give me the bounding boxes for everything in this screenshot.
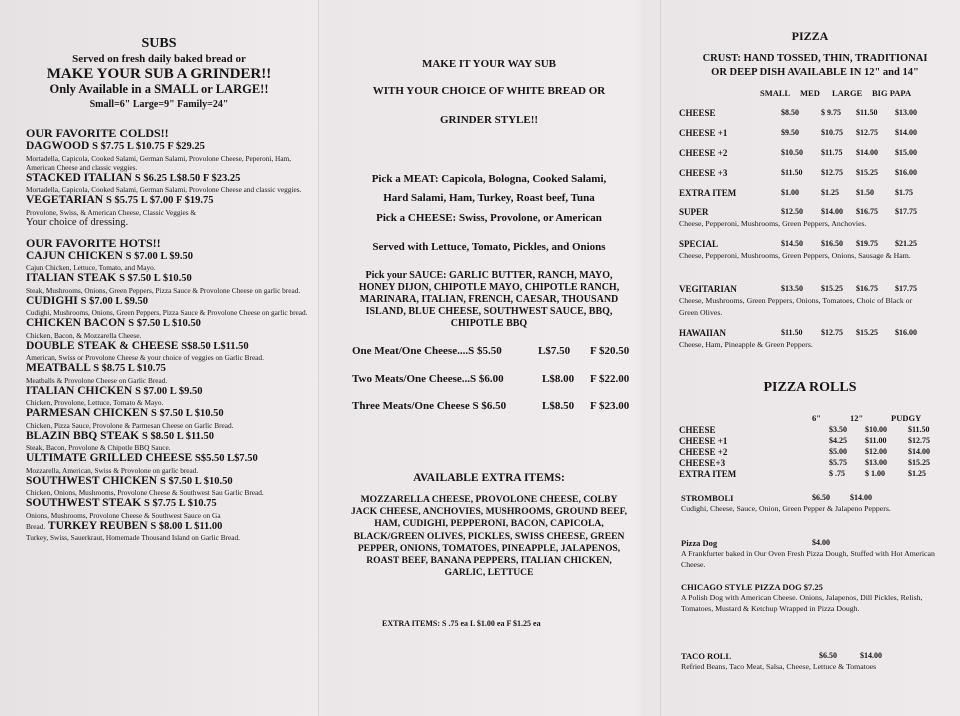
roll-name: CHEESE (679, 425, 716, 435)
pizza-price: $17.75 (895, 284, 917, 293)
extras-line: HAM, CUDIGHI, PEPPERONI, BACON, CAPICOLA, (374, 518, 604, 530)
sub-name: SOUTHWEST CHICKEN (26, 474, 158, 487)
sub-description: Chicken, Provolone, Lettuce, Tomato & Mayo. (26, 398, 164, 407)
sub-item (26, 362, 312, 385)
pizza-price: $16.75 (856, 284, 878, 293)
sub-description: Chicken, Bacon, & Mozzarella Cheese. (26, 330, 142, 340)
sub-item (26, 452, 312, 475)
sub-description: Cudighi, Mushrooms, Onions, Green Peppers, Pizza Sauce & Provolone Cheese on garlic bread. (26, 308, 308, 317)
sub-name-row (26, 172, 312, 186)
roll-price: $ 1.00 (865, 469, 885, 478)
sub-description: Steak, Mushrooms, Onions, Green Peppers, Pizza Sauce & Provolone Cheese on garlic bread. (26, 285, 301, 295)
crust-options (670, 52, 960, 80)
sub-name: DAGWOOD (26, 140, 90, 152)
pizza-price: $15.25 (856, 328, 878, 337)
roll-price: $12.75 (908, 436, 930, 445)
roll-row (679, 469, 959, 480)
roll-price: $5.75 (829, 458, 847, 467)
subs-list (26, 127, 312, 542)
sub-description: Turkey, Swiss, Sauerkraut, Homemade Thousand Island on Garlic Bread. (26, 533, 240, 542)
pizza-name: CHEESE (679, 108, 716, 118)
sub-name-row (26, 520, 312, 534)
sub-item (26, 317, 312, 340)
sub-item (26, 194, 312, 217)
size-header: SMALL (760, 88, 791, 98)
sub-name-row (26, 475, 312, 489)
pizza-price: $9.50 (781, 128, 799, 137)
roll-name: CHEESE +1 (679, 436, 728, 446)
pizza-name: HAWAIIAN (679, 328, 727, 338)
sub-name: STACKED ITALIAN (26, 171, 132, 184)
combo-family-price: F $23.00 (590, 400, 630, 412)
roll-price: $12.00 (865, 447, 887, 456)
roll-name: CHEESE +2 (679, 447, 728, 457)
sub-name-row (26, 194, 312, 208)
sub-name-row (26, 250, 312, 264)
item-name: Pizza Dog (681, 538, 718, 548)
pizza-price: $17.75 (895, 207, 917, 216)
sub-name: ITALIAN CHICKEN (26, 384, 133, 397)
sub-description: Chicken, Pizza Sauce, Provolone & Parmesan Cheese on Garlic Bread. (26, 420, 234, 430)
sub-name-row (26, 362, 312, 376)
combo-label: Two Meats/One Cheese...S $6.00 (352, 373, 504, 385)
cheese-choice: Pick a CHEESE: Swiss, Provolone, or American (376, 212, 602, 224)
extras-line: ROAST BEEF, BANANA PEPPERS, ITALIAN CHICKEN, (366, 555, 612, 567)
subs-intro (0, 52, 318, 112)
pizza-price: $15.25 (856, 168, 878, 177)
pizza-description: Cheese, Mushrooms, Green Peppers, Onions, Tomatoes, Choic of Black or Green Olives. (679, 296, 913, 317)
sauce-choice (318, 270, 660, 330)
sub-description: Provolone, Swiss, & American Cheese, Classic Veggies & (26, 207, 197, 217)
sauce-line: MARINARA, ITALIAN, FRENCH, CAESAR, THOUSAND (359, 294, 619, 305)
roll-size-header: PUDGY (891, 413, 922, 423)
pizza-price: $14.00 (895, 128, 917, 137)
meat-choice (318, 170, 660, 208)
roll-size-header: 6" (812, 413, 821, 423)
sub-price: S $5.75 L $7.00 F $19.75 (105, 195, 214, 206)
sub-name: BLAZIN BBQ STEAK (26, 429, 140, 442)
sub-description: Mozzarella, American, Swiss & Provolone on garlic bread. (26, 465, 199, 475)
item-description: A Frankfurter baked in Our Oven Fresh Pizza Dough, Stuffed with Hot American Cheese. (681, 549, 935, 569)
combo-large-price: L$8.00 (542, 373, 575, 385)
bread-choice-line: WITH YOUR CHOICE OF WHITE BREAD OR (372, 85, 606, 97)
sub-description: Cajun Chicken, Lettuce, Tomato, and Mayo. (26, 263, 156, 272)
sub-price: S $7.50 L $10.50 (160, 475, 233, 487)
sub-name: SOUTHWEST STEAK (26, 497, 142, 509)
item-description: A Polish Dog with American Cheese. Onions, Jalapenos, Dill Pickles, Relish, Tomatoes, Mustard & Ketchup Wrapped in Pizza Dough. (681, 593, 923, 613)
roll-name: CHEESE+3 (679, 458, 726, 468)
sub-item (26, 172, 312, 195)
pizza-price: $12.75 (856, 128, 878, 137)
pizza-description: Cheese, Ham, Pineapple & Green Peppers. (679, 340, 813, 349)
sub-item (26, 475, 312, 498)
roll-price: $15.25 (908, 458, 930, 467)
item-description: Cudighi, Cheese, Sauce, Onion, Green Pepper & Jalapeno Peppers. (681, 504, 891, 513)
pizza-name: EXTRA ITEM (679, 188, 737, 198)
pizza-price: $11.50 (856, 108, 878, 117)
roll-price: $14.00 (908, 447, 930, 456)
pizza-price: $14.50 (781, 239, 803, 248)
sub-name: PARMESAN CHICKEN (26, 407, 149, 419)
sub-item (26, 250, 312, 273)
size-header: BIG PAPA (872, 88, 912, 98)
sub-description: Onions, Mushrooms, Provolone Cheese & Southwest Sauce on Ga (26, 510, 221, 520)
pizza-price: $10.50 (781, 148, 803, 157)
grinder-style-line: GRINDER STYLE!! (439, 114, 539, 126)
sub-price: S $7.50 L $10.50 (151, 408, 224, 419)
roll-row (679, 425, 959, 436)
sub-desc-lead: Bread. (26, 521, 46, 531)
pizza-name: CHEESE +2 (679, 148, 728, 158)
sub-item (26, 430, 312, 453)
item-name: STROMBOLI (681, 493, 734, 503)
extras-line: BLACK/GREEN OLIVES, PICKLES, SWISS CHEESE, GREEN (353, 530, 625, 542)
pizza-name: CHEESE +1 (679, 128, 728, 138)
sub-description: American, Swiss or Provolone Cheese & your choice of veggies on Garlic Bread. (26, 353, 264, 362)
pizza-price: $8.50 (781, 108, 799, 117)
item-price: $6.50 (812, 493, 830, 502)
sub-price: S $8.75 L $10.75 (93, 363, 166, 374)
item-description: Refried Beans, Taco Meat, Salsa, Cheese, Lettuce & Tomatoes (681, 662, 877, 671)
pizza-name: CHEESE +3 (679, 168, 728, 178)
sub-item (26, 497, 312, 520)
combo-label: Three Meats/One Cheese S $6.50 (352, 400, 507, 412)
roll-price: $ .75 (829, 469, 845, 478)
pizza-price: $16.75 (856, 207, 878, 216)
stromboli-item (681, 493, 946, 514)
pizza-price: $11.50 (781, 328, 803, 337)
sub-price: S $7.00 L $9.50 (80, 295, 149, 307)
sub-name-row (26, 497, 312, 511)
pizza-price: $15.00 (895, 148, 917, 157)
subs-intro-line: Only Available in a SMALL or LARGE!! (49, 82, 269, 96)
pizza-column (660, 0, 960, 716)
pizza-price: $1.75 (895, 188, 913, 197)
pizza-description: Cheese, Pepperoni, Mushrooms, Green Peppers, Onions, Sausage & Ham. (679, 251, 911, 260)
roll-price: $4.25 (829, 436, 847, 445)
pizza-price: $12.75 (821, 328, 843, 337)
sub-name: TURKEY REUBEN (47, 519, 148, 532)
roll-row (679, 458, 959, 469)
pizza-price: $16.00 (895, 168, 917, 177)
pizza-rolls-title: PIZZA ROLLS (763, 380, 857, 395)
colds-heading: OUR FAVORITE COLDS!! (26, 126, 169, 140)
sub-name-row (26, 140, 312, 154)
pizza-price: $1.00 (781, 188, 799, 197)
item-price: $4.00 (812, 538, 830, 547)
size-header: LARGE (832, 88, 863, 98)
roll-price: $11.50 (908, 425, 930, 434)
sub-price: S$5.50 L$7.50 (195, 453, 258, 464)
sub-name-row (26, 295, 312, 309)
sub-item (26, 140, 312, 172)
pizza-price: $21.25 (895, 239, 917, 248)
sub-name: CUDIGHI (26, 294, 78, 307)
sub-item (26, 295, 312, 318)
make-your-way-column (318, 0, 660, 716)
sub-item (26, 520, 312, 543)
item-name: CHICAGO STYLE PIZZA DOG $7.25 (681, 582, 823, 592)
sauce-line: ISLAND, BLUE CHEESE, SOUTHWEST SAUCE, BBQ, (365, 306, 613, 317)
sub-name: MEATBALL (26, 362, 91, 374)
sub-name-row (26, 407, 312, 421)
crust-line: CRUST: HAND TOSSED, THIN, TRADITIONAI (702, 53, 928, 64)
roll-price: $11.00 (865, 436, 887, 445)
subs-title: SUBS (141, 36, 177, 51)
hots-heading: OUR FAVORITE HOTS!! (26, 235, 161, 250)
sub-item (26, 385, 312, 408)
sub-item (26, 272, 312, 295)
sub-name-row (26, 317, 312, 331)
extras-heading: AVAILABLE EXTRA ITEMS: (413, 472, 565, 484)
pizza-price: $15.25 (821, 284, 843, 293)
pizza-price: $1.25 (821, 188, 839, 197)
item-price: $14.00 (860, 651, 882, 660)
item-price: $14.00 (850, 493, 872, 502)
pizza-description: Cheese, Pepperoni, Mushrooms, Green Peppers, Anchovies. (679, 219, 867, 228)
colds-list (26, 140, 312, 217)
pizza-price: $13.00 (895, 108, 917, 117)
pizza-price: $12.75 (821, 168, 843, 177)
chicago-dog-item (681, 582, 946, 614)
roll-price: $10.00 (865, 425, 887, 434)
pizza-price: $13.50 (781, 284, 803, 293)
combo-large-price: L$7.50 (538, 345, 571, 357)
pizza-name: VEGITARIAN (679, 284, 737, 294)
subs-column (0, 0, 318, 716)
pizza-price: $ 9.75 (821, 108, 841, 117)
pizza-price: $19.75 (856, 239, 878, 248)
subs-intro-line: Served on fresh daily baked bread or (72, 53, 246, 65)
pizza-price: $12.50 (781, 207, 803, 216)
sub-name: ULTIMATE GRILLED CHEESE (26, 452, 193, 464)
extras-list (338, 494, 640, 579)
sauce-line: Pick your SAUCE: GARLIC BUTTER, RANCH, MAYO, (365, 270, 613, 281)
combo-label: One Meat/One Cheese....S $5.50 (352, 345, 502, 357)
pizza-price: $14.00 (821, 207, 843, 216)
served-with-line: Served with Lettuce, Tomato, Pickles, and Onions (372, 241, 606, 253)
sub-price: S $7.75 L $10.75 (144, 498, 217, 509)
roll-price: $13.00 (865, 458, 887, 467)
pizza-price: $14.00 (856, 148, 878, 157)
pizza-name: SUPER (679, 207, 709, 217)
sub-price: S $7.50 L $10.50 (119, 273, 192, 284)
sub-name-row (26, 430, 312, 444)
extras-line: JACK CHEESE, ANCHOVIES, MUSHROOMS, GROUND BEEF, (350, 506, 628, 518)
sub-name-row (26, 452, 312, 466)
pizza-price: $16.00 (895, 328, 917, 337)
subs-intro-line: MAKE YOUR SUB A GRINDER!! (46, 66, 272, 82)
item-name: TACO ROLL (681, 651, 732, 661)
extras-prices: EXTRA ITEMS: S .75 ea L $1.00 ea F $1.25 ea (382, 619, 541, 628)
sub-name-row (26, 385, 312, 399)
size-header: MED (800, 88, 820, 98)
meat-line: Hard Salami, Ham, Turkey, Roast beef, Tuna (383, 192, 595, 204)
hots-list (26, 250, 312, 543)
roll-row (679, 447, 959, 458)
sub-price: S $7.00 L $9.50 (135, 385, 203, 397)
sauce-line: HONEY DIJON, CHIPOTLE MAYO, CHIPOTLE RANCH, (358, 282, 620, 293)
meat-line: Pick a MEAT: Capicola, Bologna, Cooked Salami, (371, 173, 607, 185)
roll-price: $5.00 (829, 447, 847, 456)
roll-name: EXTRA ITEM (679, 469, 737, 479)
pizza-title: PIZZA (791, 29, 829, 43)
crust-line: OR DEEP DISH AVAILABLE IN 12" and 14" (711, 67, 919, 78)
sub-name-row (26, 272, 312, 286)
sub-description: Meatballs & Provolone Cheese on Garlic Bread. (26, 375, 168, 385)
pizza-price: $11.75 (821, 148, 843, 157)
sub-price: S $7.50 L $10.50 (128, 318, 201, 329)
roll-price: $3.50 (829, 425, 847, 434)
combo-family-price: F $20.50 (590, 345, 630, 357)
sub-description: Chicken, Onions, Mushrooms, Provolone Cheese & Southwest Sau Garlic Bread. (26, 488, 264, 497)
sub-description: Steak, Bacon, Provolone & Chipotle BBQ Sauce. (26, 443, 171, 452)
sub-description: Mortadella, Capicola, Cooked Salami, German Salami, Provolone Cheese, Peperoni, Ham, American Cheese and classic veggies. (26, 153, 292, 172)
sauce-line: CHIPOTLE BBQ (450, 318, 528, 329)
sub-name: CHICKEN BACON (26, 317, 126, 329)
roll-size-header: 12" (850, 413, 864, 423)
sub-description: Mortadella, Capicola, Cooked Salami, German Salami, Provolone Cheese and classic veggies. (26, 185, 302, 194)
pizza-price: $11.50 (781, 168, 803, 177)
pizza-name: SPECIAL (679, 239, 719, 249)
pizza-dog-item (681, 538, 946, 570)
roll-row (679, 436, 959, 447)
subs-size-line: Small=6" Large=9" Family=24" (89, 99, 229, 110)
sub-price: S $8.00 L $11.00 (150, 520, 223, 532)
sub-price: S $7.00 L $9.50 (125, 250, 194, 262)
sub-name-row (26, 340, 312, 354)
sub-name: ITALIAN STEAK (26, 272, 117, 284)
sub-price: S $6.25 L$8.50 F $23.25 (134, 172, 241, 184)
combo-large-price: L$8.50 (542, 400, 575, 412)
extras-line: GARLIC, LETTUCE (444, 567, 534, 579)
sub-name: DOUBLE STEAK & CHEESE (26, 339, 179, 352)
item-price: $6.50 (819, 651, 837, 660)
make-your-way-heading: MAKE IT YOUR WAY SUB (421, 58, 557, 70)
sub-price: S $7.75 L $10.75 F $29.25 (92, 141, 205, 152)
extras-line: MOZZARELLA CHEESE, PROVOLONE CHEESE, COLBY (360, 494, 618, 505)
sub-name: VEGETARIAN (26, 194, 104, 206)
sub-item (26, 340, 312, 363)
roll-price: $1.25 (908, 469, 926, 478)
taco-roll-item (681, 651, 946, 672)
pizza-price: $16.50 (821, 239, 843, 248)
sub-name: CAJUN CHICKEN (26, 249, 123, 262)
sub-item (26, 407, 312, 430)
sub-price: S$8.50 L$11.50 (181, 340, 249, 352)
pizza-price: $1.50 (856, 188, 874, 197)
pizza-price: $10.75 (821, 128, 843, 137)
extras-line: PEPPER, ONIONS, TOMATOES, PINEAPPLE, JALAPENOS, (357, 542, 621, 554)
sub-price: S $8.50 L $11.50 (142, 430, 215, 442)
dressing-note: Your choice of dressing. (26, 216, 129, 228)
combo-family-price: F $22.00 (590, 373, 630, 385)
